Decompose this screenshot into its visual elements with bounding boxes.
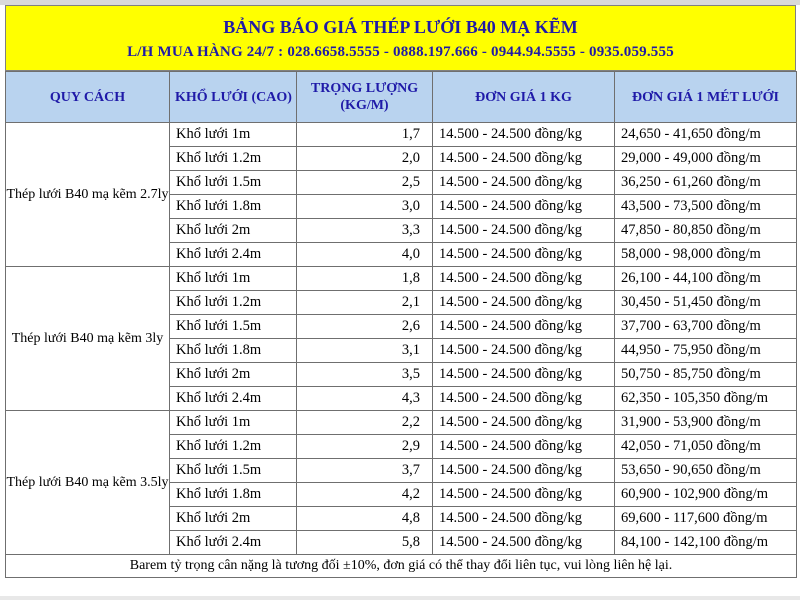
weight-cell[interactable]: 2,9 [297, 435, 433, 459]
price-per-kg-cell[interactable]: 14.500 - 24.500 đồng/kg [433, 219, 615, 243]
price-per-meter-cell[interactable]: 37,700 - 63,700 đồng/m [615, 315, 797, 339]
price-per-kg-cell[interactable]: 14.500 - 24.500 đồng/kg [433, 435, 615, 459]
price-per-kg-cell[interactable]: 14.500 - 24.500 đồng/kg [433, 459, 615, 483]
price-per-meter-cell[interactable]: 29,000 - 49,000 đồng/m [615, 147, 797, 171]
weight-cell[interactable]: 4,2 [297, 483, 433, 507]
weight-cell[interactable]: 2,0 [297, 147, 433, 171]
weight-cell[interactable]: 1,8 [297, 267, 433, 291]
table-row [6, 267, 797, 291]
price-per-kg-cell[interactable]: 14.500 - 24.500 đồng/kg [433, 387, 615, 411]
header-row [6, 72, 797, 123]
price-per-meter-cell[interactable]: 60,900 - 102,900 đồng/m [615, 483, 797, 507]
width-cell[interactable]: Khổ lưới 1.8m [170, 483, 297, 507]
price-per-meter-cell[interactable]: 43,500 - 73,500 đồng/m [615, 195, 797, 219]
width-cell[interactable]: Khổ lưới 1m [170, 123, 297, 147]
price-per-kg-cell[interactable]: 14.500 - 24.500 đồng/kg [433, 411, 615, 435]
width-cell[interactable]: Khổ lưới 1.5m [170, 315, 297, 339]
price-per-kg-cell[interactable]: 14.500 - 24.500 đồng/kg [433, 171, 615, 195]
price-per-kg-cell[interactable]: 14.500 - 24.500 đồng/kg [433, 291, 615, 315]
width-cell[interactable]: Khổ lưới 1.2m [170, 291, 297, 315]
title-banner[interactable] [5, 5, 796, 71]
price-per-meter-cell[interactable]: 44,950 - 75,950 đồng/m [615, 339, 797, 363]
weight-cell[interactable]: 2,1 [297, 291, 433, 315]
weight-cell[interactable]: 2,2 [297, 411, 433, 435]
price-per-kg-cell[interactable]: 14.500 - 24.500 đồng/kg [433, 507, 615, 531]
weight-cell[interactable]: 3,0 [297, 195, 433, 219]
price-table-title: BẢNG BÁO GIÁ THÉP LƯỚI B40 MẠ KẼM [223, 17, 578, 37]
weight-cell[interactable]: 4,3 [297, 387, 433, 411]
price-per-meter-cell[interactable]: 24,650 - 41,650 đồng/m [615, 123, 797, 147]
width-cell[interactable]: Khổ lưới 1m [170, 411, 297, 435]
weight-cell[interactable]: 2,6 [297, 315, 433, 339]
price-per-meter-cell[interactable]: 26,100 - 44,100 đồng/m [615, 267, 797, 291]
price-per-kg-cell[interactable]: 14.500 - 24.500 đồng/kg [433, 363, 615, 387]
price-per-kg-cell[interactable]: 14.500 - 24.500 đồng/kg [433, 339, 615, 363]
header-weight[interactable]: TRỌNG LƯỢNG (KG/M) [297, 72, 433, 123]
width-cell[interactable]: Khổ lưới 2.4m [170, 387, 297, 411]
price-per-meter-cell[interactable]: 84,100 - 142,100 đồng/m [615, 531, 797, 555]
weight-cell[interactable]: 3,5 [297, 363, 433, 387]
price-per-kg-cell[interactable]: 14.500 - 24.500 đồng/kg [433, 147, 615, 171]
width-cell[interactable]: Khổ lưới 1.2m [170, 147, 297, 171]
price-per-kg-cell[interactable]: 14.500 - 24.500 đồng/kg [433, 531, 615, 555]
table-row [6, 123, 797, 147]
width-cell[interactable]: Khổ lưới 2.4m [170, 243, 297, 267]
weight-cell[interactable]: 5,8 [297, 531, 433, 555]
table-row [6, 411, 797, 435]
price-per-meter-cell[interactable]: 58,000 - 98,000 đồng/m [615, 243, 797, 267]
header-width[interactable]: KHỔ LƯỚI (CAO) [170, 72, 297, 123]
width-cell[interactable]: Khổ lưới 2.4m [170, 531, 297, 555]
price-per-kg-cell[interactable]: 14.500 - 24.500 đồng/kg [433, 195, 615, 219]
spec-cell[interactable]: Thép lưới B40 mạ kẽm 3.5ly [6, 411, 170, 555]
price-table-body [6, 123, 797, 555]
price-per-meter-cell[interactable]: 36,250 - 61,260 đồng/m [615, 171, 797, 195]
price-per-meter-cell[interactable]: 42,050 - 71,050 đồng/m [615, 435, 797, 459]
weight-cell[interactable]: 3,1 [297, 339, 433, 363]
weight-cell[interactable]: 4,8 [297, 507, 433, 531]
width-cell[interactable]: Khổ lưới 2m [170, 219, 297, 243]
price-table [5, 71, 797, 578]
header-price-m[interactable]: ĐƠN GIÁ 1 MÉT LƯỚI [615, 72, 797, 123]
footnote-cell[interactable]: Barem tỷ trọng cân nặng là tương đối ±10%, đơn giá có thể thay đổi liên tục, vui lòng liên hệ lại. [6, 555, 797, 578]
width-cell[interactable]: Khổ lưới 1.8m [170, 195, 297, 219]
price-per-meter-cell[interactable]: 50,750 - 85,750 đồng/m [615, 363, 797, 387]
price-per-kg-cell[interactable]: 14.500 - 24.500 đồng/kg [433, 483, 615, 507]
width-cell[interactable]: Khổ lưới 2m [170, 363, 297, 387]
hotline-text: L/H MUA HÀNG 24/7 : 028.6658.5555 - 0888.197.666 - 0944.94.5555 - 0935.059.555 [127, 44, 674, 60]
sheet-bottom-edge [0, 596, 800, 600]
weight-cell[interactable]: 4,0 [297, 243, 433, 267]
price-per-kg-cell[interactable]: 14.500 - 24.500 đồng/kg [433, 267, 615, 291]
spec-cell[interactable]: Thép lưới B40 mạ kẽm 2.7ly [6, 123, 170, 267]
width-cell[interactable]: Khổ lưới 1m [170, 267, 297, 291]
weight-cell[interactable]: 1,7 [297, 123, 433, 147]
width-cell[interactable]: Khổ lưới 1.5m [170, 459, 297, 483]
price-per-kg-cell[interactable]: 14.500 - 24.500 đồng/kg [433, 315, 615, 339]
price-per-meter-cell[interactable]: 62,350 - 105,350 đồng/m [615, 387, 797, 411]
weight-cell[interactable]: 3,3 [297, 219, 433, 243]
width-cell[interactable]: Khổ lưới 2m [170, 507, 297, 531]
width-cell[interactable]: Khổ lưới 1.5m [170, 171, 297, 195]
width-cell[interactable]: Khổ lưới 1.2m [170, 435, 297, 459]
price-per-meter-cell[interactable]: 47,850 - 80,850 đồng/m [615, 219, 797, 243]
price-per-meter-cell[interactable]: 53,650 - 90,650 đồng/m [615, 459, 797, 483]
width-cell[interactable]: Khổ lưới 1.8m [170, 339, 297, 363]
price-per-meter-cell[interactable]: 31,900 - 53,900 đồng/m [615, 411, 797, 435]
weight-cell[interactable]: 3,7 [297, 459, 433, 483]
price-per-kg-cell[interactable]: 14.500 - 24.500 đồng/kg [433, 243, 615, 267]
note-row [6, 555, 797, 578]
price-per-meter-cell[interactable]: 30,450 - 51,450 đồng/m [615, 291, 797, 315]
weight-cell[interactable]: 2,5 [297, 171, 433, 195]
price-per-meter-cell[interactable]: 69,600 - 117,600 đồng/m [615, 507, 797, 531]
price-per-kg-cell[interactable]: 14.500 - 24.500 đồng/kg [433, 123, 615, 147]
spec-cell[interactable]: Thép lưới B40 mạ kẽm 3ly [6, 267, 170, 411]
header-spec[interactable]: QUY CÁCH [6, 72, 170, 123]
header-price-kg[interactable]: ĐƠN GIÁ 1 KG [433, 72, 615, 123]
